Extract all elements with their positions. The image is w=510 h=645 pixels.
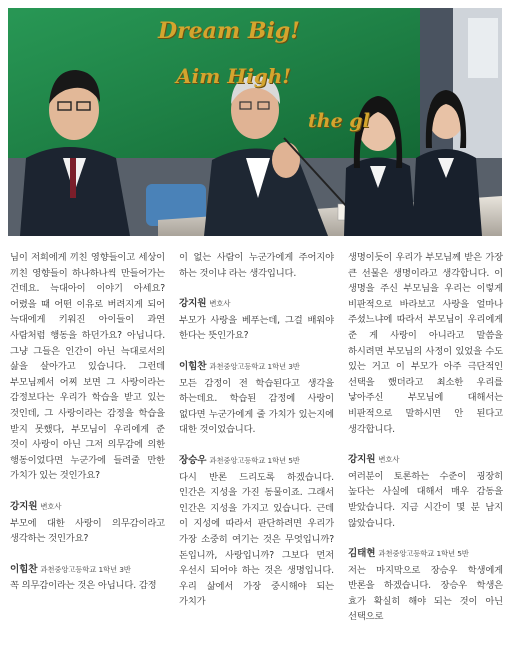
- speaker-name: 장승우: [179, 454, 207, 466]
- dialogue-text: 다시 반론 드리도록 하겠습니다. 인간은 지성을 가진 동물이죠. 그래서 인간은 지성을 가지고 있습니다. 근데 이 지성에 따라서 판단하려면 우리가 가장 소중히 여기는 것은 무엇입니까? 돈입니까, 사랑입니까? 그보다 먼저 우선시 되어야 하는 것은 생명입니다. 우리 삶에서 가장 중시해야 되는 가치가: [179, 471, 334, 608]
- speaker-role: 변호사: [378, 455, 400, 465]
- text-column-1: [10, 250, 165, 609]
- dialogue-block: [179, 296, 334, 344]
- speaker-name: 이힘찬: [10, 563, 38, 575]
- dialogue-text: 저는 마지막으로 장승우 학생에게 반론을 하겠습니다. 장승우 학생은 효가 확실히 해야 되는 것이 아닌 선택으로: [348, 564, 503, 623]
- dialogue-block: [10, 250, 165, 484]
- dialogue-text: 모든 감정이 전 학습된다고 생각을 하는데요. 학습된 감정에 사랑이 없다면 누군가에게 줄 가치가 있는지에 대한 것이었습니다.: [179, 377, 334, 436]
- dialogue-block: [348, 546, 503, 625]
- dialogue-block: [179, 453, 334, 610]
- dialogue-text: 부모가 사랑을 베푸는데, 그걸 배워야 한다는 뜻인가요?: [179, 314, 334, 342]
- dialogue-text: 이 없는 사람이 누군가에게 주어지야 하는 것이냐 라는 생각입니다.: [179, 252, 334, 279]
- text-column-3: [348, 250, 503, 640]
- dialogue-block: [10, 499, 165, 547]
- dialogue-block: [348, 452, 503, 531]
- dialogue-block: [179, 250, 334, 281]
- speaker-line: [348, 546, 503, 562]
- speaker-line: [348, 452, 503, 468]
- speaker-name: 강지원: [179, 298, 207, 310]
- forum-photo: [8, 8, 502, 236]
- banner-text-line3: the gl: [308, 110, 370, 132]
- text-column-2: [179, 250, 334, 625]
- speaker-name: 강지원: [10, 500, 38, 512]
- speaker-name: 김태현: [348, 548, 376, 560]
- dialogue-block: [179, 359, 334, 438]
- speaker-name: 강지원: [348, 454, 376, 466]
- speaker-line: [179, 359, 334, 375]
- speaker-role: 변호사: [40, 501, 62, 511]
- dialogue-text: 꼭 의무감이라는 것은 아닙니다. 감정: [10, 580, 157, 592]
- speaker-line: [179, 453, 334, 469]
- speaker-line: [10, 499, 165, 515]
- speaker-role: 과천중앙고등학교 1학년 3반: [209, 361, 300, 371]
- dialogue-text: 님이 저희에게 끼친 영향들이고 세상이 끼친 영향들이 하나하나씩 만들어가는 건데요. 늑대아이 이야기 아세요? 어렸을 때 어떤 이유로 버려지게 되어 늑대에게 키워진 아이들이 과연 사람처럼 행동을 하던가요? 아닙니다. 그냥 그들은 인간이 아닌 늑대로서의 삶을 살아가고 있습니다. 그런데 부모님께서 어찌 보면 그 사랑이라는 감정보다는 우리가 학습을 받고 있는 것인데, 그 사랑이라는 감정을 학습을 받지 못했다, 부모님이 우리에게 준 것이 사랑이 아닌 그저 의무감에 의한 행동이었다면 누군가에 들려줄 만한 가치가 있는 것인가요?: [10, 252, 165, 482]
- dialogue-block: [10, 562, 165, 594]
- speaker-line: [10, 562, 165, 578]
- speaker-role: 과천중앙고등학교 1학년 5반: [209, 455, 300, 465]
- speaker-role: 과천중앙고등학교 1학년 5반: [378, 549, 469, 559]
- banner-text-line2: Aim High!: [176, 64, 292, 88]
- dialogue-text: 부모에 대한 사랑이 의무감이라고 생각하는 것인가요?: [10, 517, 165, 545]
- speaker-name: 이힘찬: [179, 360, 207, 372]
- speaker-role: 과천중앙고등학교 1학년 3반: [40, 564, 131, 574]
- dialogue-block: [348, 250, 503, 437]
- speaker-line: [179, 296, 334, 312]
- banner-text-line1: Dream Big!: [158, 18, 300, 44]
- dialogue-text: 여러분이 토론하는 수준이 굉장히 높다는 사실에 대해서 매우 감동을 받았습니다. 지금 시간이 몇 분 남지 않았습니다.: [348, 470, 503, 529]
- speaker-role: 변호사: [209, 299, 231, 309]
- dialogue-text: 생명이듯이 우리가 부모님께 받은 가장 큰 선물은 생명이라고 생각합니다. 이 생명을 주신 부모님을 우리는 이렇게 비판적으로 바라보고 사랑을 얼마나 주셨느냐에 따라서 부모님이 우리에게 준 게 사랑이 아니라고 말씀을 하시려면 부모님의 사정이 있었을 수도 있는 거고 이 부모가 아주 극단적인 선택을 했더라고 최소한 우리를 낳아주신 부모님에 대해서는 비판적으로 말하시면 안 된다고 생각합니다.: [348, 252, 503, 435]
